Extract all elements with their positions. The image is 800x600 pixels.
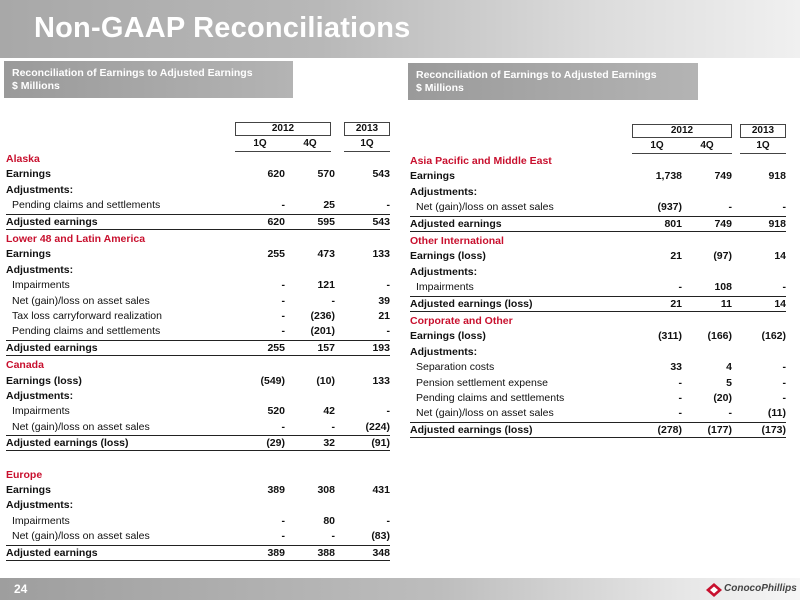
value-cell: - [782,376,786,389]
left-year-2013: 2013 [344,122,390,136]
section-row [6,358,390,373]
value-cell: 473 [317,248,335,261]
left-section-header [4,61,293,98]
value-cell: 620 [267,168,285,181]
row-label: Adjustments: [410,265,478,278]
section-row [410,234,786,249]
row-label: Adjustments: [410,185,478,198]
row-label: Earnings [6,484,51,496]
table-row [6,404,390,419]
table-row [410,280,786,295]
table-row [6,498,390,513]
section-title: Corporate and Other [410,315,513,327]
value-cell: (278) [657,423,682,436]
value-cell: 14 [774,250,786,263]
value-cell: (162) [761,330,786,343]
value-cell: 21 [670,297,682,310]
row-label: Adjusted earnings [6,341,98,354]
row-label: Adjusted earnings [6,215,98,228]
row-label: Net (gain)/loss on asset sales [12,294,150,307]
value-cell: - [678,407,682,420]
value-cell: - [386,514,390,527]
value-cell: 520 [267,405,285,418]
value-cell: 389 [267,484,285,496]
left-quarter-1: 1Q [253,138,267,149]
left-header-title: Reconciliation of Earnings to Adjusted Earnings [12,67,253,79]
row-label: Pension settlement expense [416,376,548,389]
total-row [6,435,390,451]
table-row [6,167,390,182]
table-row [410,376,786,391]
table-row [6,324,390,339]
table-row [410,406,786,421]
footer-bar [0,578,800,600]
value-cell: - [728,201,732,214]
value-cell: 42 [323,405,335,418]
table-row [6,294,390,309]
value-cell: - [386,405,390,418]
section-title: Europe [6,468,43,481]
section-row [410,314,786,329]
table-row [6,420,390,435]
table-row [6,374,390,389]
value-cell: 33 [670,361,682,374]
value-cell: 918 [768,217,786,230]
row-label: Adjusted earnings (loss) [410,297,533,310]
value-cell: - [331,530,335,543]
value-cell: - [331,294,335,307]
value-cell: - [281,530,285,543]
table-row [6,247,390,262]
value-cell: - [281,294,285,307]
left-quarter-2: 4Q [303,138,317,149]
table-row [6,483,390,498]
right-quarter-3: 1Q [756,140,770,151]
table-row [410,345,786,360]
row-label: Pending claims and settlements [12,199,161,212]
value-cell: 193 [372,341,390,354]
value-cell: 308 [317,484,335,496]
section-row [6,152,390,167]
value-cell: - [281,420,285,433]
value-cell: 133 [372,248,390,261]
value-cell: - [782,201,786,214]
value-cell: 32 [323,437,335,450]
row-label: Net (gain)/loss on asset sales [12,420,150,433]
value-cell: (177) [707,423,732,436]
value-cell: 620 [267,215,285,228]
row-label: Earnings [6,168,51,181]
value-cell: (166) [707,330,732,343]
value-cell: - [386,199,390,212]
value-cell: 80 [323,514,335,527]
row-label: Pending claims and settlements [416,392,565,404]
value-cell: 389 [267,546,285,559]
value-cell: 108 [714,281,732,294]
row-label: Impairments [12,405,70,418]
row-label: Adjusted earnings [6,546,98,559]
value-cell: 5 [726,376,732,389]
right-reconciliation-table [410,124,786,444]
value-cell: - [728,407,732,420]
row-label: Earnings (loss) [410,330,486,343]
left-header-units: $ Millions [12,80,60,92]
row-label: Tax loss carryforward realization [12,310,162,322]
value-cell: - [281,325,285,338]
row-label: Earnings (loss) [6,374,82,387]
row-label: Impairments [12,279,70,292]
total-row [410,422,786,438]
value-cell: (10) [316,374,335,387]
total-row [410,216,786,232]
title-bar [0,0,800,58]
value-cell: - [782,392,786,404]
page-number: 24 [14,582,28,596]
total-row [6,214,390,230]
row-label: Separation costs [416,361,495,374]
row-label: Earnings [410,170,455,183]
total-row [6,545,390,561]
right-quarter-1: 1Q [650,140,664,151]
row-label: Impairments [416,281,474,294]
table-row [6,198,390,213]
value-cell: (91) [371,437,390,450]
value-cell: 14 [774,297,786,310]
value-cell: - [386,325,390,338]
value-cell: (937) [657,201,682,214]
value-cell: (11) [767,407,786,420]
value-cell: 21 [378,310,390,322]
value-cell: 570 [317,168,335,181]
value-cell: 21 [670,250,682,263]
row-label: Adjustments: [6,263,74,276]
value-cell: 348 [372,546,390,559]
value-cell: 255 [267,248,285,261]
value-cell: 749 [714,217,732,230]
table-row [6,529,390,544]
table-row [6,183,390,198]
row-label: Net (gain)/loss on asset sales [416,201,554,214]
row-label: Impairments [12,514,70,527]
value-cell: - [281,310,285,322]
table-row [410,329,786,344]
value-cell: - [281,279,285,292]
table-row [410,360,786,375]
value-cell: 39 [378,294,390,307]
value-cell: 255 [267,341,285,354]
section-row [410,154,786,169]
section-title: Alaska [6,153,40,165]
left-year-2012: 2012 [235,122,331,136]
value-cell: - [678,281,682,294]
value-cell: 388 [317,546,335,559]
total-row [410,296,786,312]
table-row [6,263,390,278]
value-cell: 25 [323,199,335,212]
value-cell: (224) [365,420,390,433]
value-cell: - [678,392,682,404]
section-title: Canada [6,359,44,372]
value-cell: 749 [714,170,732,183]
value-cell: - [782,361,786,374]
value-cell: 121 [317,279,335,292]
value-cell: - [331,420,335,433]
section-row [6,232,390,247]
row-label: Adjustments: [6,183,74,196]
right-header-title: Reconciliation of Earnings to Adjusted Earnings [416,69,657,81]
logo-icon [706,583,722,597]
value-cell: (236) [310,310,335,322]
value-cell: 595 [317,215,335,228]
table-row [6,389,390,404]
table-row [410,265,786,280]
value-cell: (173) [761,423,786,436]
row-label: Adjusted earnings [410,217,502,230]
value-cell: 543 [372,168,390,181]
right-section-header [408,63,698,100]
table-row [410,249,786,264]
row-label: Adjustments: [410,345,478,358]
value-cell: - [281,514,285,527]
value-cell: (29) [266,437,285,450]
value-cell: 918 [768,170,786,183]
table-row [410,200,786,215]
table-row [6,278,390,293]
table-row [410,391,786,406]
value-cell: - [782,281,786,294]
left-reconciliation-table [6,122,392,572]
value-cell: (83) [371,530,390,543]
value-cell: (201) [310,325,335,338]
value-cell: 4 [726,361,732,374]
value-cell: 157 [317,341,335,354]
total-row [6,340,390,356]
row-label: Adjustments: [6,390,74,402]
page-title: Non-GAAP Reconciliations [34,12,411,44]
value-cell: 801 [664,217,682,230]
table-row [6,514,390,529]
value-cell: 133 [372,374,390,387]
left-quarter-3: 1Q [360,138,374,149]
value-cell: - [281,199,285,212]
section-title: Other International [410,235,504,247]
row-label: Adjusted earnings (loss) [410,423,533,436]
right-year-2013: 2013 [740,124,786,138]
logo-text: ConocoPhillips [724,583,797,594]
value-cell: (97) [713,250,732,263]
table-row [410,185,786,200]
row-label: Adjustments: [6,499,74,512]
row-label: Net (gain)/loss on asset sales [12,530,150,543]
value-cell: 431 [372,484,390,496]
value-cell: (311) [658,330,682,343]
table-row [410,169,786,184]
row-label: Pending claims and settlements [12,325,161,338]
right-quarter-2: 4Q [700,140,714,151]
right-header-units: $ Millions [416,82,464,94]
value-cell: (549) [260,374,285,387]
row-label: Earnings [6,248,51,261]
table-row [6,309,390,324]
value-cell: 11 [720,297,732,310]
right-year-2012: 2012 [632,124,732,138]
value-cell: - [386,279,390,292]
value-cell: (20) [713,392,732,404]
value-cell: - [678,376,682,389]
value-cell: 543 [372,215,390,228]
value-cell: 1,738 [655,170,682,183]
row-label: Adjusted earnings (loss) [6,437,129,450]
section-title: Asia Pacific and Middle East [410,155,552,167]
section-title: Lower 48 and Latin America [6,233,146,245]
row-label: Net (gain)/loss on asset sales [416,407,554,420]
row-label: Earnings (loss) [410,250,486,263]
section-row [6,468,390,483]
